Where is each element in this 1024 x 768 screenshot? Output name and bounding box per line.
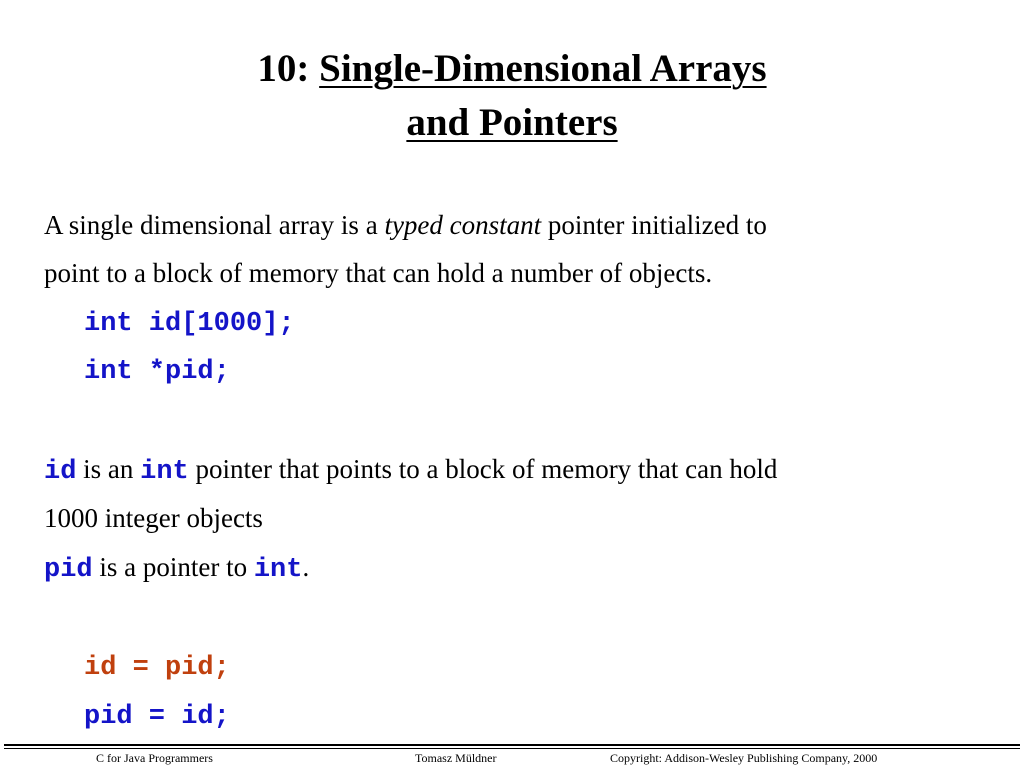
title-text-1: Single-Dimensional Arrays (319, 47, 767, 90)
slide-title (0, 42, 1024, 150)
emphasis-text: typed constant (384, 210, 542, 240)
paragraph-3-line-1 (44, 545, 309, 589)
code-text-highlighted: id = pid; (84, 653, 230, 683)
code-line-2 (84, 347, 230, 391)
footer-center: Tomasz Müldner (415, 751, 497, 765)
text-span: pointer initialized to (541, 210, 767, 240)
code-text: int (140, 457, 189, 487)
code-text: int id[1000]; (84, 309, 295, 339)
paragraph-2-line-2: 1000 integer objects (44, 503, 263, 533)
code-text: int (253, 555, 303, 585)
title-number: 10: (257, 47, 310, 90)
text-span: pointer that points to a block of memory that can hold (188, 454, 778, 484)
code-text: int *pid; (84, 357, 230, 387)
text-span: . (302, 552, 310, 582)
code-text: pid = id; (84, 702, 230, 732)
text-span: is a pointer to (92, 552, 254, 582)
title-line-1 (0, 42, 1024, 96)
paragraph-1-line-2: point to a block of memory that can hold a number of objects. (44, 258, 713, 288)
title-text-2: and Pointers (406, 101, 618, 144)
code-line-4 (84, 692, 230, 736)
text-span: A single dimensional array is a (44, 210, 385, 240)
code-line-1 (84, 299, 295, 343)
code-text: id (44, 457, 77, 487)
footer-right: Copyright: Addison-Wesley Publishing Company, 2000 (610, 751, 878, 765)
title-line-2 (0, 96, 1024, 150)
paragraph-2-line-1 (44, 447, 777, 491)
code-line-3 (84, 643, 230, 687)
paragraph-1-line-1 (44, 203, 767, 247)
code-text: pid (44, 555, 93, 585)
text-span: is an (76, 454, 141, 484)
footer-divider-thin (4, 748, 1020, 749)
footer-left: C for Java Programmers (96, 751, 213, 765)
footer-divider (4, 744, 1020, 746)
